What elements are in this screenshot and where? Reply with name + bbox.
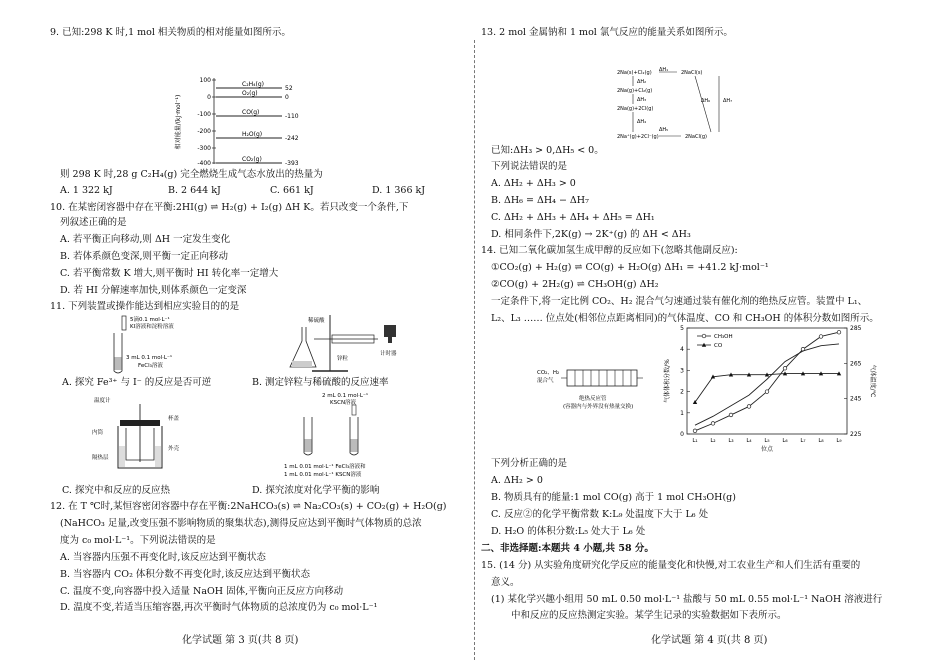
q11-d-label: 1 mL 0.01 mol·L⁻¹ KSCN溶液: [284, 472, 362, 478]
q14-reaction-2: ②CO(g) + 2H₂(g) ⇌ CH₃OH(g) ΔH₂: [491, 279, 659, 290]
ch3oh-point: [837, 330, 841, 334]
q14-desc-1: 一定条件下,将一定比例 CO₂、H₂ 混合气匀速通过装有催化剂的绝热反应管。装置中 L₁、: [491, 296, 868, 307]
q13-given: 已知:ΔH₃ > 0,ΔH₅ < 0。: [491, 145, 604, 156]
x-tick-label: L₅: [764, 438, 770, 444]
q9-stem: 9. 已知:298 K 时,1 mol 相关物质的相对能量如图所示。: [50, 27, 291, 38]
q14-apparatus-label: (容器内与外界没有热量交换): [563, 404, 634, 410]
q9-tick: -100: [197, 111, 211, 118]
q10-option-d: D. 若 HI 分解速率加快,则体系颜色一定变深: [60, 285, 247, 296]
ch3oh-point: [711, 422, 715, 426]
q13-label: 2NaCl(s): [681, 70, 703, 76]
ch3oh-point: [747, 405, 751, 409]
q13-dh: ΔH₁: [659, 67, 669, 73]
q10-line2: 列叙述正确的是: [60, 217, 127, 228]
q13-option-b: B. ΔH₆ = ΔH₄ − ΔH₇: [491, 195, 589, 206]
q13-label: 2Na(s)+Cl₂(g): [617, 70, 652, 76]
q13-option-d: D. 相同条件下,2K(g) → 2K⁺(g) 的 ΔH < ΔH₃: [491, 229, 691, 240]
q11-b-label: 稀硫酸: [308, 318, 325, 324]
q14-apparatus-label: 绝热反应管: [579, 396, 607, 402]
q9-option-a: A. 1 322 kJ: [60, 185, 113, 196]
q9-level-label: CO(g): [242, 109, 260, 116]
left-footer: 化学试题 第 3 页(共 8 页): [182, 635, 299, 646]
q11-c-label: 温度计: [94, 398, 111, 404]
q10-line1: 10. 在某密闭容器中存在平衡:2HI(g) ⇌ H₂(g) + I₂(g) ΔH K。若只改变一个条件,下: [50, 202, 409, 213]
q11-figure-b: [282, 313, 407, 375]
q11-d-label: 2 mL 0.1 mol·L⁻¹: [322, 393, 369, 399]
q14-desc-2: L₂、L₃ …… 位点处(相邻位点距离相同)的气体温度、CO 和 CH₃OH 的体积分数如图所示。: [491, 313, 879, 324]
q11-caption-d: D. 探究浓度对化学平衡的影响: [252, 485, 380, 496]
q9-option-d: D. 1 366 kJ: [372, 185, 426, 196]
x-tick-label: L₂: [710, 438, 716, 444]
q14-chart: [651, 318, 901, 454]
q15-line4: 中和反应的反应热测定实验。某学生记录的实验数据如下表所示。: [511, 610, 787, 621]
q14-option-d: D. H₂O 的体积分数:L₅ 处大于 L₆ 处: [491, 526, 646, 537]
q11-a-label: KI溶液和淀粉溶液: [130, 324, 174, 330]
q11-c-label: 隔热层: [92, 455, 109, 461]
chart-frame: [687, 328, 847, 434]
q11-caption-b: B. 测定锌粒与稀硫酸的反应速率: [252, 377, 389, 388]
series-line-2: [695, 344, 839, 425]
q13-option-a: A. ΔH₂ + ΔH₃ > 0: [491, 178, 576, 189]
q13-dh: ΔH₇: [723, 98, 733, 104]
q11-d-label: KSCN溶液: [330, 400, 357, 406]
q11-b-label: 计时器: [380, 351, 397, 357]
q15-line3: (1) 某化学兴趣小组用 50 mL 0.50 mol·L⁻¹ 盐酸与 50 mL 0.55 mol·L⁻¹ NaOH 溶液进行: [491, 594, 883, 605]
q11-a-label: FeCl₃溶液: [138, 363, 163, 369]
x-tick-label: L₁: [692, 438, 698, 444]
q13-dh: ΔH₄: [637, 119, 647, 125]
q14-reaction-1: ①CO₂(g) + H₂(g) ⇌ CO(g) + H₂O(g) ΔH₁ = +41.2 kJ·mol⁻¹: [491, 262, 769, 273]
legend-marker: [702, 334, 706, 338]
y2-axis-label: 气体温度/℃: [869, 364, 876, 398]
q13-label: 2Na⁺(g)+2Cl⁻(g): [617, 134, 659, 140]
y-tick-label: 4: [680, 346, 684, 354]
q10-option-b: B. 若体系颜色变深,则平衡一定正向移动: [60, 251, 229, 262]
x-tick-label: L₄: [746, 438, 752, 444]
q14-question: 下列分析正确的是: [491, 458, 568, 469]
x-tick-label: L₃: [728, 438, 734, 444]
q15-line2: 意义。: [491, 577, 520, 588]
q10-option-c: C. 若平衡常数 K 增大,则平衡时 HI 转化率一定增大: [60, 268, 279, 279]
q11-caption-a: A. 探究 Fe³⁺ 与 I⁻ 的反应是否可逆: [62, 377, 212, 388]
q11-figure-c: [88, 396, 218, 474]
ch3oh-point: [783, 366, 787, 370]
y-tick-label: 2: [680, 388, 684, 396]
q9-option-b: B. 2 644 kJ: [168, 185, 221, 196]
q12-line1: 12. 在 T ℃时,某恒容密闭容器中存在平衡:2NaHCO₃(s) ⇌ Na₂CO₃(s) + CO₂(g) + H₂O(g): [50, 501, 447, 512]
section-heading: 二、非选择题:本题共 4 小题,共 58 分。: [481, 543, 654, 554]
q14-stem: 14. 已知二氧化碳加氢生成甲醇的反应如下(忽略其他副反应):: [481, 245, 738, 256]
legend-label: CO: [714, 343, 723, 349]
q9-level-value: -242: [285, 135, 299, 142]
q12-option-a: A. 当容器内压强不再变化时,该反应达到平衡状态: [60, 552, 266, 563]
y-axis-label: 气体体积分数/%: [664, 359, 671, 403]
q11-c-label: 杯盖: [168, 416, 180, 422]
q9-level-value: -110: [285, 113, 299, 120]
y2-tick-label: 265: [850, 360, 862, 368]
q12-option-c: C. 温度不变,向容器中投入适量 NaOH 固体,平衡向正反应方向移动: [60, 586, 344, 597]
q9-tick: -200: [197, 128, 211, 135]
q13-dh: ΔH₂: [637, 79, 647, 85]
q11-b-label: 锌粒: [337, 356, 349, 362]
right-column: [475, 0, 950, 672]
ch3oh-point: [765, 390, 769, 394]
q11-c-label: 内筒: [92, 430, 104, 436]
q14-option-b: B. 物质具有的能量:1 mol CO(g) 高于 1 mol CH₃OH(g): [491, 492, 736, 503]
x-tick-label: L₈: [818, 438, 824, 444]
q9-level-value: -393: [285, 160, 299, 167]
q13-dh: ΔH₆: [701, 98, 711, 104]
q13-label: 2NaCl(g): [685, 134, 707, 140]
q11-caption-c: C. 探究中和反应的反应热: [62, 485, 170, 496]
q9-level-value: 52: [285, 85, 293, 92]
x-tick-label: L₇: [800, 438, 806, 444]
q15-line1: 15. (14 分) 从实验角度研究化学反应的能量变化和快慢,对工农业生产和人们生活有重要的: [481, 560, 861, 571]
q11-stem: 11. 下列装置或操作能达到相应实验目的的是: [50, 301, 240, 312]
q9-tick: -400: [197, 160, 211, 167]
x-tick-label: L₉: [836, 438, 842, 444]
q9-energy-chart: [172, 72, 332, 167]
q12-line3: 度为 c₀ mol·L⁻¹。下列说法错误的是: [60, 535, 216, 546]
q10-option-a: A. 若平衡正向移动,则 ΔH 一定发生变化: [60, 234, 231, 245]
y-tick-label: 3: [680, 367, 684, 375]
q11-c-label: 外壳: [168, 446, 180, 452]
q9-tick: 0: [207, 94, 211, 101]
q9-chart-ylabel: 相对能量/(kJ·mol⁻¹): [175, 94, 182, 150]
q9-option-c: C. 661 kJ: [270, 185, 314, 196]
q11-a-label: 3 mL 0.1 mol·L⁻¹: [126, 355, 173, 361]
q12-option-b: B. 当容器内 CO₂ 体积分数不再变化时,该反应达到平衡状态: [60, 569, 310, 580]
q14-apparatus-label: CO₂、H₂: [537, 370, 560, 376]
q9-level-label: O₂(g): [242, 90, 258, 97]
q9-question: 则 298 K 时,28 g C₂H₄(g) 完全燃烧生成气态水放出的热量为: [60, 169, 323, 180]
q13-option-c: C. ΔH₂ + ΔH₃ + ΔH₄ + ΔH₅ = ΔH₁: [491, 212, 655, 223]
ch3oh-point: [693, 429, 697, 433]
series-line-1: [695, 374, 839, 403]
x-axis-label: 位点: [760, 446, 774, 453]
q9-tick: -300: [197, 145, 211, 152]
q13-label: 2Na(g)+Cl₂(g): [617, 88, 653, 94]
q12-line2: (NaHCO₃ 足量,改变压强不影响物质的聚集状态),测得反应达到平衡时气体物质的总浓: [60, 518, 422, 529]
q14-option-c: C. 反应②的化学平衡常数 K:L₉ 处温度下大于 L₆ 处: [491, 509, 709, 520]
q11-a-label: 5滴0.1 mol·L⁻¹: [130, 317, 170, 323]
x-tick-label: L₆: [782, 438, 788, 444]
q14-option-a: A. ΔH₂ > 0: [491, 475, 543, 486]
q13-dh: ΔH₅: [659, 127, 669, 133]
q13-energy-diagram: [615, 66, 745, 142]
y-tick-label: 5: [680, 325, 684, 332]
legend-label: CH₃OH: [714, 334, 733, 340]
y-tick-label: 1: [680, 409, 684, 417]
q13-dh: ΔH₃: [637, 97, 647, 103]
q13-question: 下列说法错误的是: [491, 161, 568, 172]
q11-d-label: 1 mL 0.01 mol·L⁻¹ FeCl₃溶液和: [284, 464, 366, 470]
q9-level-label: C₂H₄(g): [242, 81, 265, 88]
right-footer: 化学试题 第 4 页(共 8 页): [651, 635, 768, 646]
q11-figure-a: [88, 315, 218, 375]
y2-tick-label: 225: [850, 431, 862, 438]
q11-figure-d: [278, 393, 418, 481]
q13-stem: 13. 2 mol 金属钠和 1 mol 氯气反应的能量关系如图所示。: [481, 27, 733, 38]
q14-apparatus-label: 混合气: [537, 378, 554, 384]
y2-tick-label: 285: [850, 325, 862, 332]
q9-level-label: CO₂(g): [242, 156, 262, 163]
q13-label: 2Na(g)+2Cl(g): [617, 106, 654, 112]
y-tick-label: 0: [680, 431, 684, 438]
y2-tick-label: 245: [850, 395, 862, 403]
q14-apparatus: [535, 362, 645, 422]
q9-level-value: 0: [285, 94, 289, 101]
q9-tick: 100: [199, 77, 211, 84]
ch3oh-point: [729, 413, 733, 417]
q9-level-label: H₂O(g): [242, 131, 263, 138]
ch3oh-point: [819, 335, 823, 339]
q12-option-d: D. 温度不变,若适当压缩容器,再次平衡时气体物质的总浓度仍为 c₀ mol·L⁻¹: [60, 602, 378, 613]
